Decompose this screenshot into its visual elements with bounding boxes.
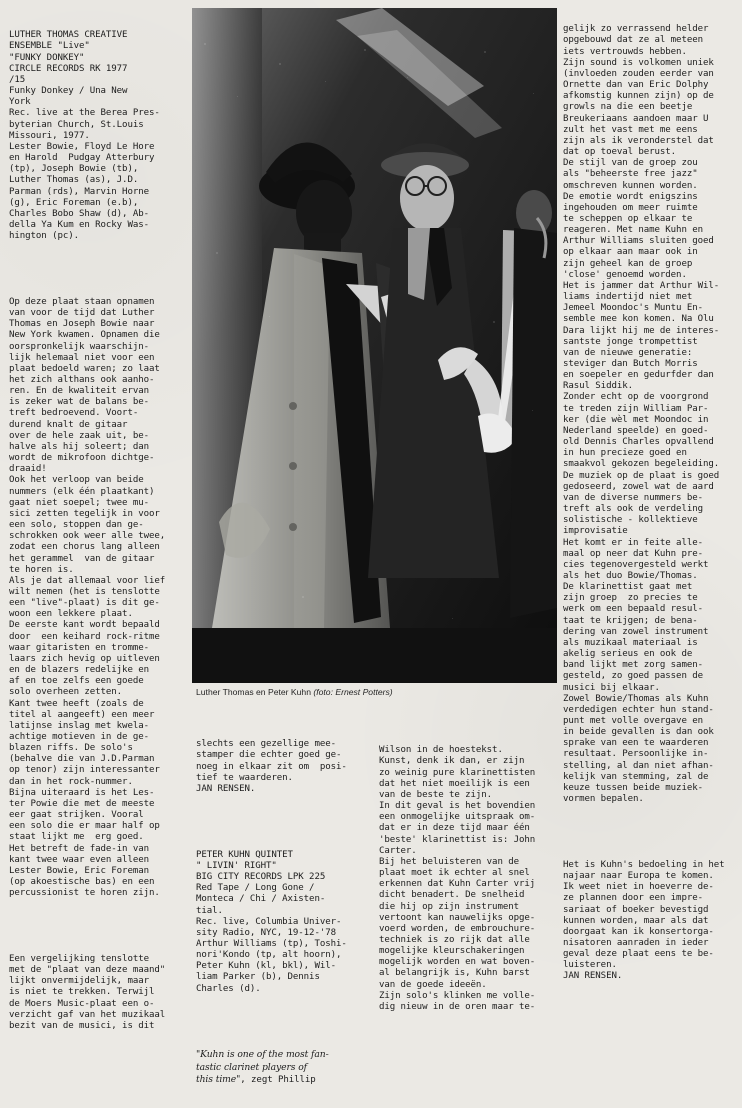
background-audience [510, 190, 557, 618]
middle-right-column [379, 723, 557, 1035]
paragraph-gap [563, 828, 739, 838]
paragraph-gap [9, 265, 186, 275]
middle-left-column [196, 717, 366, 1108]
right-column [563, 2, 739, 1005]
comparison-paragraph: Een vergelijking tenslotte met de "plaat van deze maand" lijkt onvermijdelijk, maar is niet te trekken. Terwijl de Moers Music-plaat een o- verzicht gaf van het muzikaal bezit van de musici, is dit [9, 953, 166, 1031]
peter-kuhn-review-continuation: gelijk zo verrassend helder opgebouwd dat ze al meteen iets vertrouwds hebben. Zijn sound is volkomen uniek (invloeden zouden eerder van Ornette dan van Eric Dolphy afkomstig kunnen zijn) op de growls na die een beetje Breukeriaans aandoen maar U zult het vast met me eens zijn als ik veronderstel dat dat op toeval berust. De stijl van de groep zou als "beheerste free jazz" omschreven kunnen worden. De emotie wordt enigszins ingehouden om meer ruimte te scheppen op elkaar te reageren. Met name Kuhn en Arthur Williams sluiten goed op elkaar aan maar ook in zijn geheel kan de groep 'close' genoemd worden. Het is jammer dat Arthur Wil- liams indertijd niet met Jemeel Moondoc's Muntu En- semble mee kon komen. Na Olu Dara lijkt hij me de interes- santste jonge trompettist van de nieuwe generatie: steviger dan Butch Morris en soepeler en gedurfder dan Rasul Siddik. Zonder echt op de voorgrond te treden zijn William Par- ker (die wèl met Moondoc in Nederland speelde) en goed- old Dennis Charles opvallend in hun precieze goed en smaakvol gekozen begeleiding. De muziek op de plaat is goed gedoseerd, zowel wat de aard van de diverse nummers be- treft als ook de verdeling solistische - kollektieve improvisatie Het komt er in feite alle- maal op neer dat Kuhn pre- cies tegenovergesteld werkt als het duo Bowie/Thomas. De klarinettist gaat met zijn groep zo precies te werk om een bepaald resul- taat te krijgen; de bena- dering van zowel instrument als muzikaal materiaal is akelig serieus en ook de band lijkt met zorg samen- gesteld, zo goed passen de musici bij elkaar. Zowel Bowie/Thomas als Kuhn verdedigen echter hun stand- punt met volle overgave en in beide gevallen is dan ook sprake van een te waarderen resultaat. Persoonlijke in- stelling, al dan niet afhan- kelijk van stemming, zal de keuze tussen beide muziek- vormen bepalen. [563, 24, 720, 805]
paragraph-gap [196, 817, 366, 827]
peter-kuhn-review-ending: Het is Kuhn's bedoeling in het najaar naar Europa te komen. Ik weet niet in hoeverre de- ze plannen door een impre- sariaat of boeker bevestigd kunnen worden, maar als dat doorgaat kan ik konsertorga- nisatoren aanraden in ieder geval deze plaat eens te be- luisteren. JAN RENSEN. [563, 859, 725, 982]
left-column [9, 8, 186, 1054]
kuhn-quote-line [196, 1049, 366, 1085]
paragraph-gap [196, 1017, 366, 1027]
luther-thomas-album-header: LUTHER THOMAS CREATIVE ENSEMBLE "Live" "FUNKY DONKEY" CIRCLE RECORDS RK 1977 /15 Funky Donkey / Una New York Rec. live at the Berea Pres- byterian Church, St.Louis Missouri, 1977. Lester Bowie, Floyd Le Hore en Harold Pudgay Atterbury (tp), Joseph Bowie (tb), Luther Thomas (as), J.D. Parman (rds), Marvin Horne (g), Eric Foreman (e.b), Charles Bobo Shaw (d), Ab- della Ya Kum en Rocky Was- hington (pc). [9, 30, 160, 242]
paragraph-gap [9, 922, 186, 932]
peter-kuhn-review-text: Wilson in de hoestekst. Kunst, denk ik dan, er zijn zo weinig pure klarinettisten dat het niet moeilijk is een van de beste te zijn. In dit geval is het bovendien een onmogelijke uitspraak om- dat er in deze tijd maar één 'beste' klarinettist is: John Carter. Bij het beluisteren van de plaat moet ik echter al snel erkennen dat Kuhn Carter vrij dicht benadert. De snelheid die hij op zijn instrument vertoont kan nauwelijks opge- voerd worden, de embrouchure- techniek is zo rijk dat alle mogelijke kleurschakeringen mogelijk worden en wat boven- al belangrijk is, Kuhn barst van de goede ideeën. Zijn solo's klinken me volle- dig nieuw in de oren maar te- [379, 745, 536, 1012]
concert-photo [192, 8, 557, 683]
caption-photo-credit: (foto: Ernest Potters) [313, 687, 393, 697]
luther-thomas-review-ending: slechts een gezellige mee- stamper die echter goed ge- noeg in elkaar zit om posi- tief te waarderen. JAN RENSEN. [196, 739, 347, 794]
kuhn-quote: "Kuhn is one of the most fan- tastic clarinet players of this time" [196, 1049, 329, 1085]
kuhn-quote-tail: , zegt Phillip [240, 1074, 316, 1085]
caption-names: Luther Thomas en Peter Kuhn [196, 687, 314, 697]
photo-caption [196, 687, 556, 697]
peter-kuhn-album-header: PETER KUHN QUINTET " LIVIN' RIGHT" BIG CITY RECORDS LPK 225 Red Tape / Long Gone / Monteca / Chi / Axisten- tial. Rec. live, Columbia Univer- sity Radio, NYC, 19-12-'78 Arthur Williams (tp), Toshi- nori'Kondo (tp, alt hoorn), Peter Kuhn (kl, bkl), Wil- liam Parker (b), Dennis Charles (d). [196, 849, 347, 994]
luther-thomas-review-text: Op deze plaat staan opnamen van voor de tijd dat Luther Thomas en Joseph Bowie naar New York kwamen. Opnamen die oorspronkelijk waarschijn- lijk helemaal niet voor een plaat bedoeld waren; zo laat het zich althans ook aanho- ren. En de kwaliteit ervan is zeker wat de balans be- treft bedroevend. Voort- durend knalt de gitaar over de hele zaak uit, be- halve als hij soleert; dan wordt de mikrofoon dichtge- draaid! Ook het verloop van beide nummers (elk één plaatkant) gaat niet soepel; twee mu- sici zetten tegelijk in voor een solo, stoppen dan ge- schrokken ook weer alle twee, zodat een chorus lang alleen het gerammel van de gitaar te horen is. Als je dat allemaal voor lief wilt nemen (het is tenslotte een "live"-plaat) is dit ge- woon een lekkere plaat. De eerste kant wordt bepaald door een keihard rock-ritme waar gitaristen en tromme- laars zich hevig op uitleven en de blazers redelijke en af en toe zelfs een goede solo overheen zetten. Kant twee heeft (zoals de titel al aangeeft) een meer latijnse inslag met kwela- achtige motieven in de ge- blazen riffs. De solo's (behalve die van J.D.Parman op tenor) zijn interessanter dan in het rock-nummer. Bijna uiteraard is het Les- ter Powie die met de meeste eer gaat strijken. Vooral een solo die er maar half op staat lijkt me erg goed. Het betreft de fade-in van kant twee waar even alleen Lester Bowie, Eric Foreman (op akoestische bas) en een percussionist te horen zijn. [9, 296, 166, 899]
